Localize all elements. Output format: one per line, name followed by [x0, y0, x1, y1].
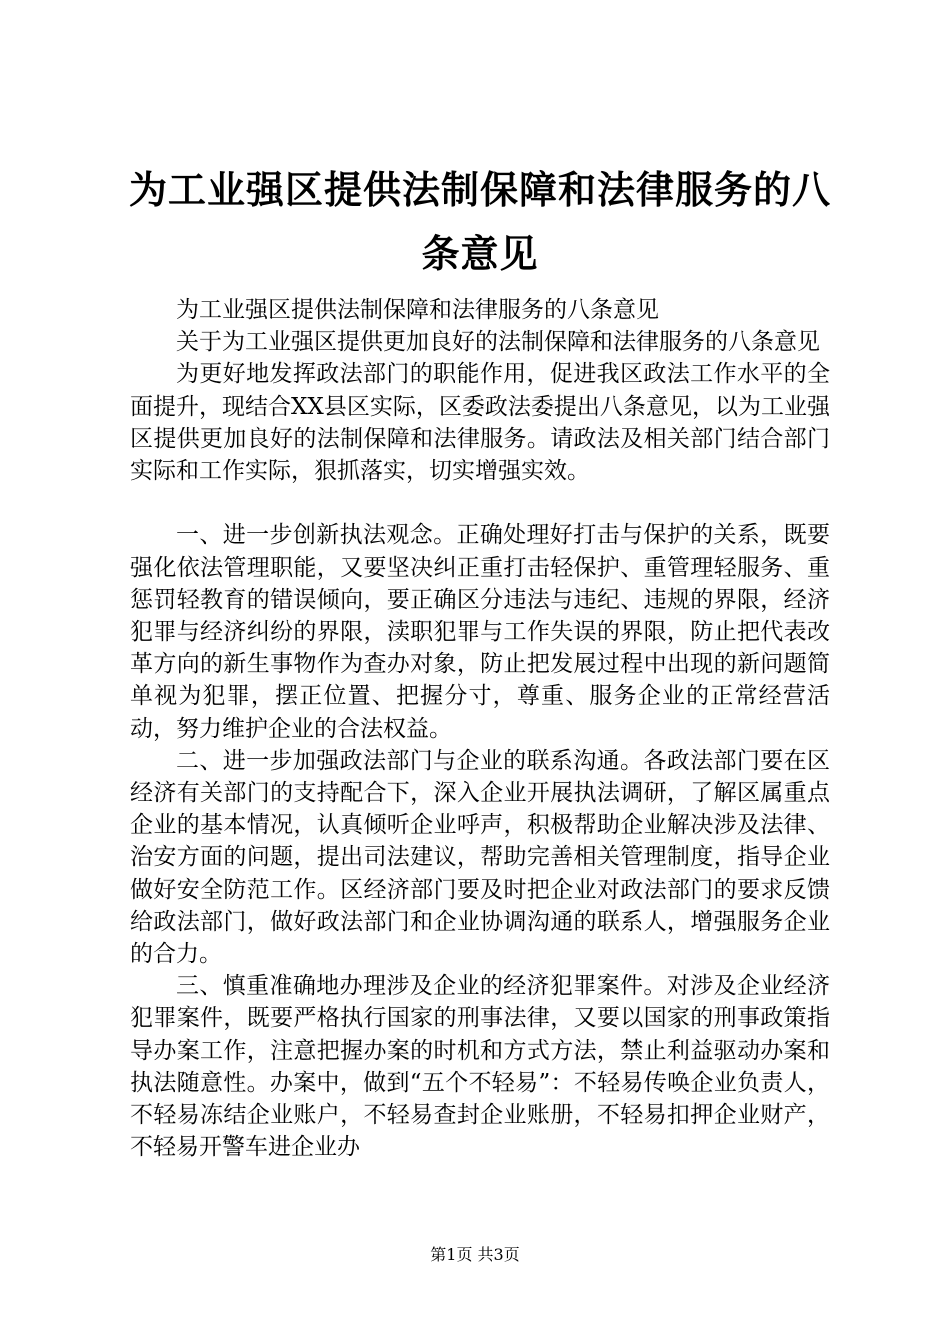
paragraph-subtitle: 为工业强区提供法制保障和法律服务的八条意见 — [176, 297, 659, 323]
document-body — [130, 294, 830, 1163]
paragraph-item-3: 三、慎重准确地办理涉及企业的经济犯罪案件。对涉及企业经济犯罪案件，既要严格执行国家的刑事法律，又要以国家的刑事政策指导办案工作，注意把握办案的时机和方式方法，禁止利益驱动办案和执法随意性。办案中，做到“五个不轻易”：不轻易传唤企业负责人，不轻易冻结企业账户，不轻易查封企业账册，不轻易扣押企业财产，不轻易开警车进企业办 — [130, 973, 830, 1161]
document-title: 为工业强区提供法制保障和法律服务的八条意见 — [128, 167, 831, 276]
page-number-footer: 第1页 共3页 — [430, 1245, 520, 1264]
paragraph-item-1: 一、进一步创新执法观念。正确处理好打击与保护的关系，既要强化依法管理职能，又要坚决纠正重打击轻保护、重管理轻服务、重惩罚轻教育的错误倾向，要正确区分违法与违纪、违规的界限，经济犯罪与经济纠纷的界限，渎职犯罪与工作失误的界限，防止把代表改革方向的新生事物作为查办对象，防止把发展过程中出现的新问题简单视为犯罪，摆正位置、把握分寸，尊重、服务企业的正常经营活动，努力维护企业的合法权益。 — [130, 522, 830, 742]
paragraph-heading: 关于为工业强区提供更加良好的法制保障和法律服务的八条意见 — [176, 329, 820, 356]
paragraph-item-2: 二、进一步加强政法部门与企业的联系沟通。各政法部门要在区经济有关部门的支持配合下，深入企业开展执法调研，了解区属重点企业的基本情况，认真倾听企业呼声，积极帮助企业解决涉及法律、治安方面的问题，提出司法建议，帮助完善相关管理制度，指导企业做好安全防范工作。区经济部门要及时把企业对政法部门的要求反馈给政法部门，做好政法部门和企业协调沟通的联系人，增强服务企业的合力。 — [130, 747, 830, 968]
paragraph-intro: 为更好地发挥政法部门的职能作用，促进我区政法工作水平的全面提升，现结合XX县区实际，区委政法委提出八条意见，以为工业强区提供更加良好的法制保障和法律服务。请政法及相关部门结合部门实际和工作实际，狠抓落实，切实增强实效。 — [130, 361, 830, 485]
